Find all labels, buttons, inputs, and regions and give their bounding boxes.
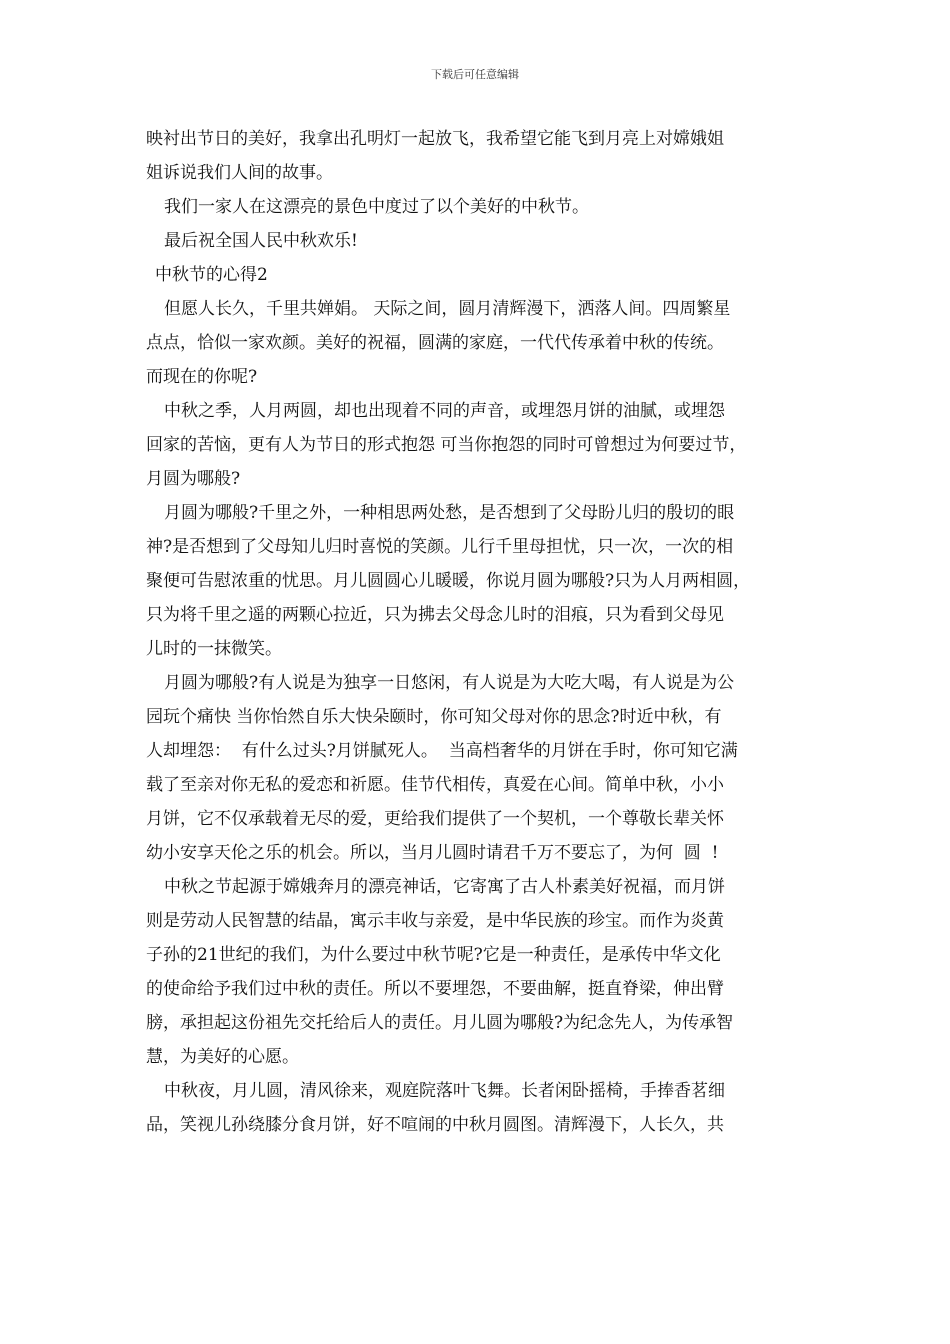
text-line: 月圆为哪般? (146, 469, 241, 489)
text-line: 膀，承担起这份祖先交托给后人的责任。月儿圆为哪般?为纪念先人，为传承智 (146, 1013, 734, 1033)
text-line: 姐诉说我们人间的故事。 (146, 163, 333, 183)
text-line: 聚便可告慰浓重的忧思。月儿圆圆心儿暖暖，你说月圆为哪般?只为人月两相圆， (146, 571, 751, 591)
text-line: 品，笑视儿孙绕膝分食月饼，好不喧闹的中秋月圆图。清辉漫下，人长久，共 (146, 1115, 724, 1135)
text-line: 载了至亲对你无私的爱恋和祈愿。佳节代相传，真爱在心间。简单中秋，小小 (146, 775, 724, 795)
text-line: 人却埋怨： 有什么过头?月饼腻死人。 当高档奢华的月饼在手时，你可知它满 (146, 741, 738, 761)
document-body (146, 122, 806, 1142)
text-line: 月圆为哪般?千里之外，一种相思两处愁，是否想到了父母盼儿归的殷切的眼 (164, 503, 735, 523)
text-line: 则是劳动人民智慧的结晶，寓示丰收与亲爱，是中华民族的珍宝。而作为炎黄 (146, 911, 724, 931)
text-line: 最后祝全国人民中秋欢乐! (164, 231, 358, 251)
text-line: 中秋之节起源于嫦娥奔月的漂亮神话，它寄寓了古人朴素美好祝福，而月饼 (164, 877, 725, 897)
text-line: 月圆为哪般?有人说是为独享一日悠闲，有人说是为大吃大喝，有人说是为公 (164, 673, 735, 693)
text-line: 回家的苦恼，更有人为节日的形式抱怨 可当你抱怨的同时可曾想过为何要过节， (146, 435, 747, 455)
text-line: 的使命给予我们过中秋的责任。所以不要埋怨，不要曲解，挺直脊梁，伸出臂 (146, 979, 724, 999)
text-line: 儿时的一抹微笑。 (146, 639, 282, 659)
page-header: 下载后可任意编辑 (431, 68, 519, 81)
text-line: 只为将千里之遥的两颗心拉近，只为拂去父母念儿时的泪痕，只为看到父母见 (146, 605, 724, 625)
text-line: 神?是否想到了父母知儿归时喜悦的笑颜。儿行千里母担忧，只一次，一次的相 (146, 537, 734, 557)
text-line: 月饼，它不仅承载着无尽的爱，更给我们提供了一个契机，一个尊敬长辈关怀 (146, 809, 724, 829)
text-line: 而现在的你呢? (146, 367, 258, 387)
text-line: 中秋夜，月儿圆，清风徐来，观庭院落叶飞舞。长者闲卧摇椅，手捧香茗细 (164, 1081, 725, 1101)
text-line: 慧，为美好的心愿。 (146, 1047, 299, 1067)
text-line: 园玩个痛快 当你怡然自乐大快朵颐时，你可知父母对你的思念?时近中秋，有 (146, 707, 722, 727)
section-heading: 中秋节的心得2 (155, 265, 268, 285)
text-line: 中秋之季，人月两圆，却也出现着不同的声音，或埋怨月饼的油腻，或埋怨 (164, 401, 725, 421)
text-line: 幼小安享天伦之乐的机会。所以，当月儿圆时请君千万不要忘了，为何 圆 ! (146, 843, 719, 863)
text-line: 子孙的21世纪的我们，为什么要过中秋节呢?它是一种责任，是承传中华文化 (146, 945, 721, 965)
text-line: 我们一家人在这漂亮的景色中度过了以个美好的中秋节。 (164, 197, 589, 217)
text-line: 点点，恰似一家欢颜。美好的祝福，圆满的家庭，一代代传承着中秋的传统。 (146, 333, 724, 353)
text-line: 映衬出节日的美好，我拿出孔明灯一起放飞，我希望它能飞到月亮上对嫦娥姐 (146, 129, 724, 149)
text-line: 但愿人长久，千里共婵娟。 天际之间，圆月清辉漫下，洒落人间。四周繁星 (164, 299, 731, 319)
